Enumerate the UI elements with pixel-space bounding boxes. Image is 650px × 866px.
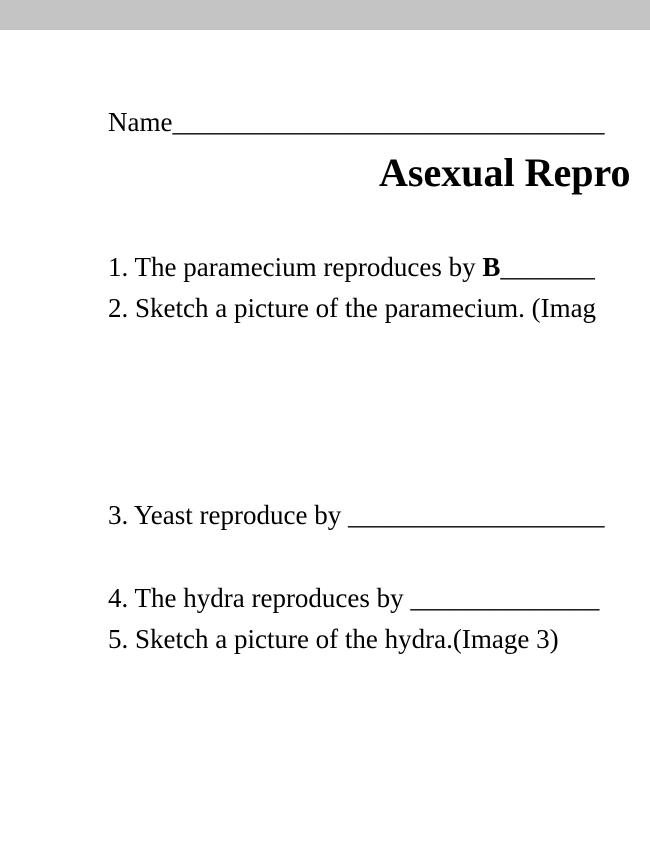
question-4-text: 4. The hydra reproduces by: [108, 583, 411, 613]
window-top-bar: [0, 0, 650, 30]
question-5-text: 5. Sketch a picture of the hydra.(Image 3): [108, 624, 559, 654]
question-4: [108, 582, 599, 614]
question-1: [108, 251, 595, 283]
question-1-hint-letter: B: [482, 252, 501, 282]
document-page: [0, 30, 650, 866]
question-2: [108, 292, 596, 324]
question-4-blank: ______________: [410, 583, 600, 613]
name-line: [108, 106, 604, 138]
question-3-blank: ___________________: [347, 500, 605, 530]
name-label: Name: [108, 107, 173, 137]
question-5: [108, 623, 559, 655]
question-1-blank: _______: [500, 252, 595, 282]
name-blank: ________________________________: [172, 107, 605, 137]
question-3-text: 3. Yeast reproduce by: [108, 500, 348, 530]
question-2-text: 2. Sketch a picture of the paramecium. (Imag: [108, 293, 597, 323]
question-3: [108, 499, 604, 531]
page-title: Asexual Repro: [379, 150, 631, 195]
question-1-text: 1. The paramecium reproduces by: [108, 252, 483, 282]
